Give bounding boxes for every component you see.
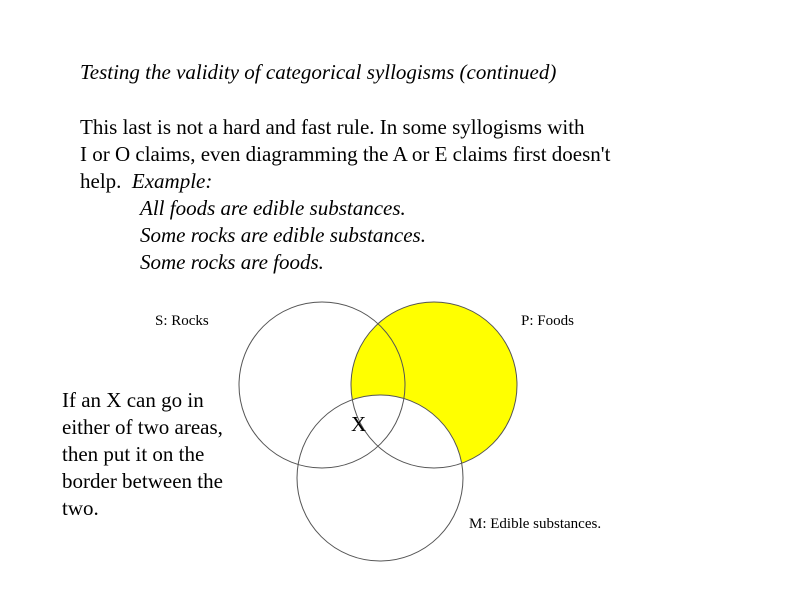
example-premise-1: All foods are edible substances.: [140, 196, 406, 220]
x-mark: X: [351, 412, 367, 436]
circle-m-label: M: Edible substances.: [469, 516, 602, 532]
circle-p-label: P: Foods: [521, 313, 574, 329]
explanation-line-2: I or O claims, even diagramming the A or E claims first doesn't: [80, 142, 611, 166]
side-note-line: two.: [62, 496, 99, 520]
example-label: Example:: [131, 169, 213, 193]
side-note-line: If an X can go in: [62, 388, 204, 412]
explanation-line-1: This last is not a hard and fast rule. In some syllogisms with: [80, 115, 585, 139]
side-note-line: either of two areas,: [62, 415, 223, 439]
side-note-line: border between the: [62, 469, 223, 493]
side-note-line: then put it on the: [62, 442, 205, 466]
side-note: [62, 387, 223, 522]
explanation-line-3-text: help.: [80, 169, 132, 193]
circle-s-label: S: Rocks: [155, 313, 209, 329]
example-conclusion: Some rocks are foods.: [140, 250, 324, 274]
example-premise-2: Some rocks are edible substances.: [140, 223, 426, 247]
slide-title: Testing the validity of categorical syllogisms (continued): [80, 60, 557, 84]
